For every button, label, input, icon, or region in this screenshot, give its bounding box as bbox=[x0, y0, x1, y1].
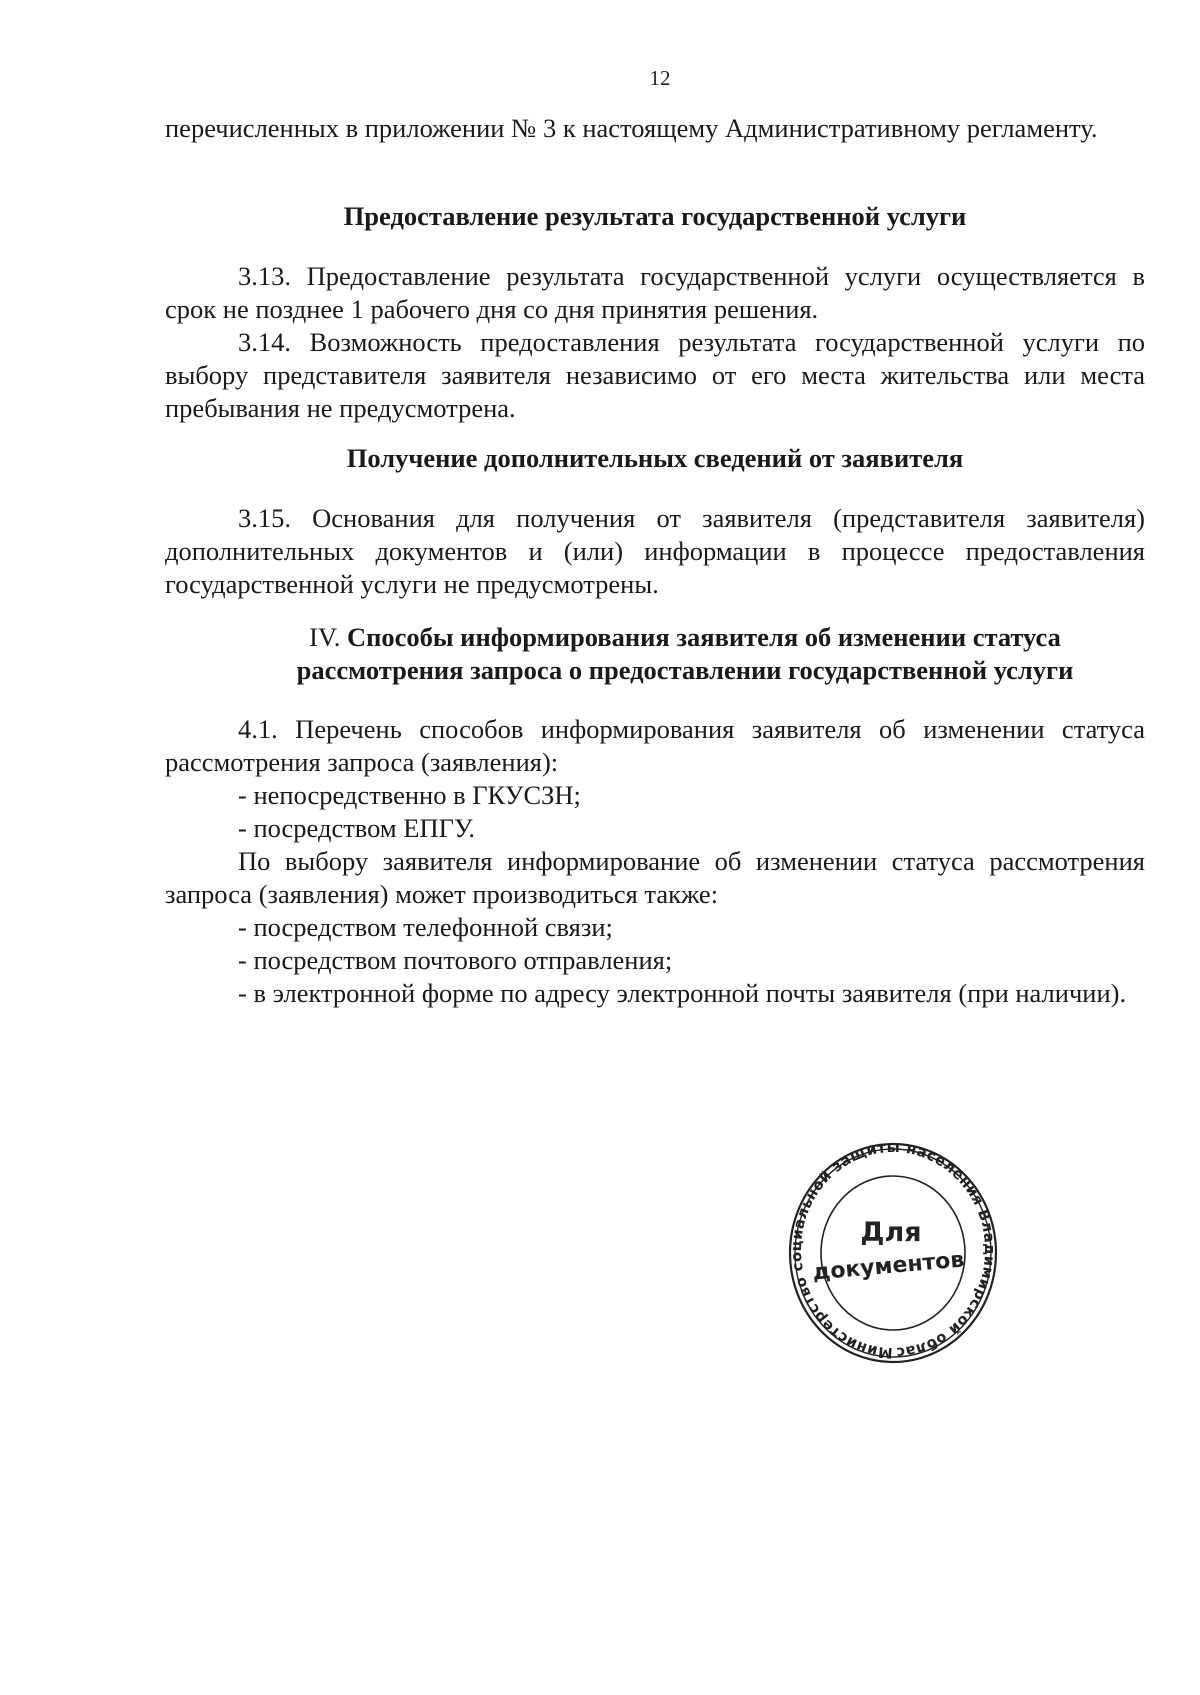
stamp-center-line1: Для bbox=[860, 1217, 922, 1248]
page-number: 12 bbox=[649, 66, 671, 90]
section-iv-roman: IV. bbox=[309, 622, 341, 652]
paragraph-3-14: 3.14. Возможность предоставления результата государственной услуги по выбору представителя заявителя независимо от его места жительства или места пребывания не предусмотрена. bbox=[165, 327, 1145, 423]
section-result bbox=[165, 200, 1145, 233]
section-result-body bbox=[165, 260, 1145, 425]
list-item: - посредством почтового отправления; bbox=[238, 945, 673, 975]
section-iv-heading-line2: рассмотрения запроса о предоставлении государственной услуги bbox=[296, 655, 1074, 685]
paragraph-3-15: 3.15. Основания для получения от заявителя (представителя заявителя) дополнительных документов и (или) информации в процессе предоставления государственной услуги не предусмотрены. bbox=[165, 503, 1145, 599]
list-item: - в электронной форме по адресу электронной почты заявителя (при наличии). bbox=[238, 978, 1127, 1008]
section-iv-heading-block bbox=[165, 621, 1145, 687]
stamp-outer-text: Министерство социальной защиты населения Владимирской облас bbox=[788, 1140, 998, 1361]
paragraph-choice: По выбору заявителя информирование об изменении статуса рассмотрения запроса (заявления) может производиться также: bbox=[165, 846, 1145, 909]
section-additional-body bbox=[165, 502, 1145, 601]
intro-block bbox=[165, 112, 1145, 145]
section-iv-heading-line1 bbox=[165, 621, 1145, 654]
stamp-graphic bbox=[787, 1140, 999, 1366]
round-stamp bbox=[787, 1140, 999, 1366]
section-result-heading: Предоставление результата государственной услуги bbox=[343, 201, 967, 231]
stamp-center-line2: документов bbox=[811, 1247, 966, 1286]
paragraph-4-1: 4.1. Перечень способов информирования заявителя об изменении статуса рассмотрения запроса (заявления): bbox=[165, 714, 1145, 777]
section-iv-body bbox=[165, 713, 1145, 1010]
section-additional-heading: Получение дополнительных сведений от заявителя bbox=[346, 443, 964, 473]
section-iv-heading-text: Способы информирования заявителя об изменении статуса bbox=[346, 622, 1061, 652]
section-additional bbox=[165, 442, 1145, 475]
paragraph-3-13: 3.13. Предоставление результата государственной услуги осуществляется в срок не позднее 1 рабочего дня со дня принятия решения. bbox=[165, 261, 1145, 324]
list-item: - посредством телефонной связи; bbox=[238, 912, 613, 942]
list-item: - посредством ЕПГУ. bbox=[238, 813, 475, 843]
list-item: - непосредственно в ГКУСЗН; bbox=[238, 780, 581, 810]
intro-paragraph: перечисленных в приложении № 3 к настоящему Административному регламенту. bbox=[165, 113, 1098, 143]
